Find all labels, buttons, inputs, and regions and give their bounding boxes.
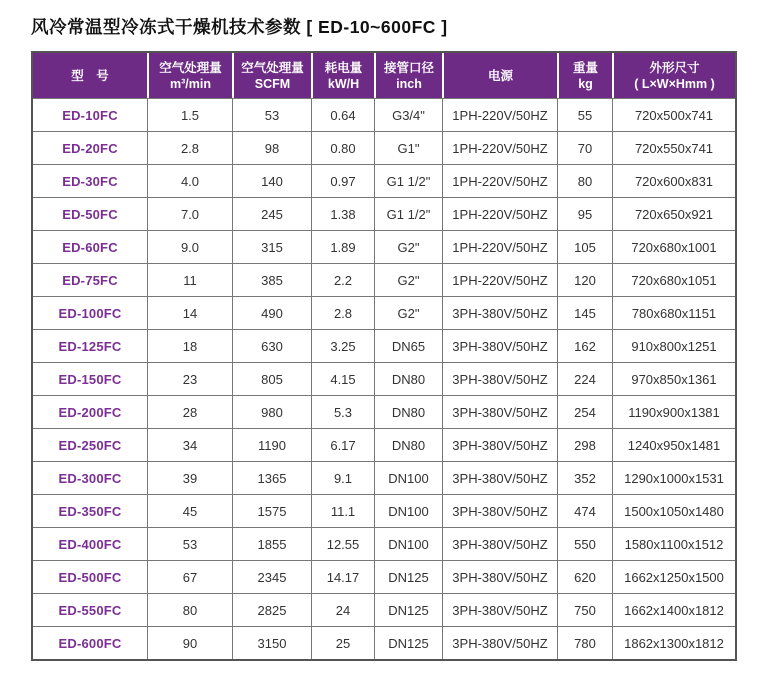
data-cell: 70 bbox=[557, 131, 612, 164]
data-cell: DN65 bbox=[374, 329, 442, 362]
col-header-dimensions-line1: 外形尺寸 bbox=[649, 60, 700, 75]
data-cell: 53 bbox=[147, 527, 232, 560]
data-cell: G2" bbox=[374, 230, 442, 263]
data-cell: 720x680x1051 bbox=[612, 263, 735, 296]
col-header-capacity-scfm-line1: 空气处理量 bbox=[241, 60, 304, 75]
data-cell: 162 bbox=[557, 329, 612, 362]
data-cell: 145 bbox=[557, 296, 612, 329]
model-cell: ED-600FC bbox=[33, 626, 147, 659]
data-cell: DN125 bbox=[374, 626, 442, 659]
data-cell: 385 bbox=[232, 263, 311, 296]
model-cell: ED-150FC bbox=[33, 362, 147, 395]
data-cell: 780x680x1151 bbox=[612, 296, 735, 329]
data-cell: 98 bbox=[232, 131, 311, 164]
data-cell: 1240x950x1481 bbox=[612, 428, 735, 461]
data-cell: DN125 bbox=[374, 593, 442, 626]
data-cell: G1" bbox=[374, 131, 442, 164]
data-cell: 1.5 bbox=[147, 98, 232, 131]
model-cell: ED-10FC bbox=[33, 98, 147, 131]
model-cell: ED-100FC bbox=[33, 296, 147, 329]
table-row bbox=[33, 131, 735, 164]
data-cell: 490 bbox=[232, 296, 311, 329]
col-header-weight bbox=[557, 53, 612, 98]
data-cell: 90 bbox=[147, 626, 232, 659]
col-header-dimensions-line2: ( L×W×Hmm ) bbox=[634, 76, 715, 91]
col-header-weight-line1: 重量 bbox=[572, 60, 598, 75]
data-cell: 120 bbox=[557, 263, 612, 296]
col-header-dimensions bbox=[612, 53, 735, 98]
data-cell: 630 bbox=[232, 329, 311, 362]
table-header bbox=[33, 53, 735, 98]
data-cell: 3PH-380V/50HZ bbox=[442, 626, 557, 659]
table-row bbox=[33, 626, 735, 659]
data-cell: 2825 bbox=[232, 593, 311, 626]
data-cell: 3PH-380V/50HZ bbox=[442, 395, 557, 428]
data-cell: 3PH-380V/50HZ bbox=[442, 428, 557, 461]
data-cell: 1575 bbox=[232, 494, 311, 527]
col-header-model-line1: 型 号 bbox=[71, 68, 109, 83]
model-cell: ED-200FC bbox=[33, 395, 147, 428]
data-cell: 4.0 bbox=[147, 164, 232, 197]
model-cell: ED-20FC bbox=[33, 131, 147, 164]
data-cell: 1662x1400x1812 bbox=[612, 593, 735, 626]
table-row bbox=[33, 197, 735, 230]
data-cell: 2.8 bbox=[147, 131, 232, 164]
data-cell: 2.8 bbox=[311, 296, 374, 329]
data-cell: 2.2 bbox=[311, 263, 374, 296]
col-header-capacity-m3min-line1: 空气处理量 bbox=[159, 60, 222, 75]
data-cell: 3PH-380V/50HZ bbox=[442, 560, 557, 593]
data-cell: 7.0 bbox=[147, 197, 232, 230]
data-cell: 224 bbox=[557, 362, 612, 395]
data-cell: 25 bbox=[311, 626, 374, 659]
table-row bbox=[33, 230, 735, 263]
data-cell: 4.15 bbox=[311, 362, 374, 395]
data-cell: 1.89 bbox=[311, 230, 374, 263]
data-cell: 298 bbox=[557, 428, 612, 461]
data-cell: 2345 bbox=[232, 560, 311, 593]
data-cell: 1862x1300x1812 bbox=[612, 626, 735, 659]
col-header-capacity-scfm-line2: SCFM bbox=[254, 76, 291, 91]
data-cell: 720x500x741 bbox=[612, 98, 735, 131]
data-cell: 245 bbox=[232, 197, 311, 230]
data-cell: DN125 bbox=[374, 560, 442, 593]
data-cell: 14 bbox=[147, 296, 232, 329]
data-cell: 140 bbox=[232, 164, 311, 197]
data-cell: 0.80 bbox=[311, 131, 374, 164]
col-header-power-consumption-line1: 耗电量 bbox=[324, 60, 363, 75]
data-cell: 1PH-220V/50HZ bbox=[442, 131, 557, 164]
col-header-pipe-diameter-line1: 接管口径 bbox=[383, 60, 434, 75]
data-cell: 0.64 bbox=[311, 98, 374, 131]
model-cell: ED-250FC bbox=[33, 428, 147, 461]
data-cell: G1 1/2" bbox=[374, 164, 442, 197]
data-cell: 750 bbox=[557, 593, 612, 626]
table-row bbox=[33, 362, 735, 395]
data-cell: 1190 bbox=[232, 428, 311, 461]
model-cell: ED-350FC bbox=[33, 494, 147, 527]
data-cell: 805 bbox=[232, 362, 311, 395]
data-cell: 1PH-220V/50HZ bbox=[442, 164, 557, 197]
data-cell: 720x680x1001 bbox=[612, 230, 735, 263]
table-row bbox=[33, 98, 735, 131]
data-cell: 1580x1100x1512 bbox=[612, 527, 735, 560]
data-cell: 14.17 bbox=[311, 560, 374, 593]
data-cell: 720x550x741 bbox=[612, 131, 735, 164]
data-cell: 352 bbox=[557, 461, 612, 494]
data-cell: 3PH-380V/50HZ bbox=[442, 527, 557, 560]
data-cell: 18 bbox=[147, 329, 232, 362]
data-cell: 1PH-220V/50HZ bbox=[442, 263, 557, 296]
data-cell: 1290x1000x1531 bbox=[612, 461, 735, 494]
table-row bbox=[33, 527, 735, 560]
model-cell: ED-500FC bbox=[33, 560, 147, 593]
data-cell: 720x600x831 bbox=[612, 164, 735, 197]
col-header-pipe-diameter-line2: inch bbox=[396, 76, 422, 91]
col-header-pipe-diameter bbox=[374, 53, 442, 98]
data-cell: G2" bbox=[374, 263, 442, 296]
data-cell: 1855 bbox=[232, 527, 311, 560]
col-header-power-supply-line1: 电源 bbox=[487, 68, 513, 83]
table-row bbox=[33, 263, 735, 296]
model-cell: ED-125FC bbox=[33, 329, 147, 362]
table-body bbox=[33, 98, 735, 659]
data-cell: 1500x1050x1480 bbox=[612, 494, 735, 527]
data-cell: G2" bbox=[374, 296, 442, 329]
col-header-model bbox=[33, 53, 147, 98]
data-cell: 105 bbox=[557, 230, 612, 263]
col-header-capacity-m3min bbox=[147, 53, 232, 98]
model-cell: ED-60FC bbox=[33, 230, 147, 263]
table-row bbox=[33, 560, 735, 593]
data-cell: 1PH-220V/50HZ bbox=[442, 230, 557, 263]
data-cell: 11.1 bbox=[311, 494, 374, 527]
data-cell: 3PH-380V/50HZ bbox=[442, 593, 557, 626]
model-cell: ED-550FC bbox=[33, 593, 147, 626]
table-row bbox=[33, 296, 735, 329]
data-cell: 80 bbox=[147, 593, 232, 626]
col-header-capacity-scfm bbox=[232, 53, 311, 98]
data-cell: 34 bbox=[147, 428, 232, 461]
data-cell: 970x850x1361 bbox=[612, 362, 735, 395]
data-cell: 3PH-380V/50HZ bbox=[442, 296, 557, 329]
page-title: 风冷常温型冷冻式干燥机技术参数 [ ED-10~600FC ] bbox=[31, 17, 448, 37]
data-cell: 12.55 bbox=[311, 527, 374, 560]
data-cell: 9.0 bbox=[147, 230, 232, 263]
data-cell: 9.1 bbox=[311, 461, 374, 494]
table-row bbox=[33, 329, 735, 362]
data-cell: 3.25 bbox=[311, 329, 374, 362]
data-cell: 11 bbox=[147, 263, 232, 296]
data-cell: 55 bbox=[557, 98, 612, 131]
model-cell: ED-50FC bbox=[33, 197, 147, 230]
data-cell: DN80 bbox=[374, 362, 442, 395]
table-row bbox=[33, 593, 735, 626]
data-cell: 95 bbox=[557, 197, 612, 230]
data-cell: 39 bbox=[147, 461, 232, 494]
model-cell: ED-300FC bbox=[33, 461, 147, 494]
data-cell: 550 bbox=[557, 527, 612, 560]
header-row bbox=[33, 53, 735, 98]
data-cell: 6.17 bbox=[311, 428, 374, 461]
data-cell: G1 1/2" bbox=[374, 197, 442, 230]
data-cell: 620 bbox=[557, 560, 612, 593]
col-header-power-consumption bbox=[311, 53, 374, 98]
data-cell: 24 bbox=[311, 593, 374, 626]
spec-table bbox=[31, 51, 737, 661]
data-cell: DN80 bbox=[374, 395, 442, 428]
model-cell: ED-400FC bbox=[33, 527, 147, 560]
data-cell: 3PH-380V/50HZ bbox=[442, 329, 557, 362]
data-cell: 980 bbox=[232, 395, 311, 428]
col-header-power-consumption-line2: kW/H bbox=[327, 76, 360, 91]
data-cell: G3/4" bbox=[374, 98, 442, 131]
data-cell: 28 bbox=[147, 395, 232, 428]
data-cell: 1365 bbox=[232, 461, 311, 494]
data-cell: 45 bbox=[147, 494, 232, 527]
data-cell: DN100 bbox=[374, 527, 442, 560]
data-cell: 910x800x1251 bbox=[612, 329, 735, 362]
data-cell: 254 bbox=[557, 395, 612, 428]
data-cell: DN100 bbox=[374, 494, 442, 527]
col-header-weight-line2: kg bbox=[578, 76, 593, 91]
data-cell: 23 bbox=[147, 362, 232, 395]
data-cell: 67 bbox=[147, 560, 232, 593]
data-cell: 1PH-220V/50HZ bbox=[442, 98, 557, 131]
data-cell: 315 bbox=[232, 230, 311, 263]
data-cell: 3150 bbox=[232, 626, 311, 659]
col-header-power-supply bbox=[442, 53, 557, 98]
data-cell: DN80 bbox=[374, 428, 442, 461]
data-cell: DN100 bbox=[374, 461, 442, 494]
table-row bbox=[33, 428, 735, 461]
data-cell: 720x650x921 bbox=[612, 197, 735, 230]
data-cell: 3PH-380V/50HZ bbox=[442, 461, 557, 494]
data-cell: 474 bbox=[557, 494, 612, 527]
data-cell: 1190x900x1381 bbox=[612, 395, 735, 428]
data-cell: 80 bbox=[557, 164, 612, 197]
model-cell: ED-30FC bbox=[33, 164, 147, 197]
col-header-capacity-m3min-line2: m³/min bbox=[170, 76, 211, 91]
data-cell: 3PH-380V/50HZ bbox=[442, 494, 557, 527]
data-cell: 1662x1250x1500 bbox=[612, 560, 735, 593]
data-cell: 3PH-380V/50HZ bbox=[442, 362, 557, 395]
table-row bbox=[33, 494, 735, 527]
data-cell: 0.97 bbox=[311, 164, 374, 197]
data-cell: 780 bbox=[557, 626, 612, 659]
data-cell: 5.3 bbox=[311, 395, 374, 428]
table-row bbox=[33, 461, 735, 494]
data-cell: 53 bbox=[232, 98, 311, 131]
model-cell: ED-75FC bbox=[33, 263, 147, 296]
table-row bbox=[33, 395, 735, 428]
data-cell: 1.38 bbox=[311, 197, 374, 230]
data-cell: 1PH-220V/50HZ bbox=[442, 197, 557, 230]
table-row bbox=[33, 164, 735, 197]
